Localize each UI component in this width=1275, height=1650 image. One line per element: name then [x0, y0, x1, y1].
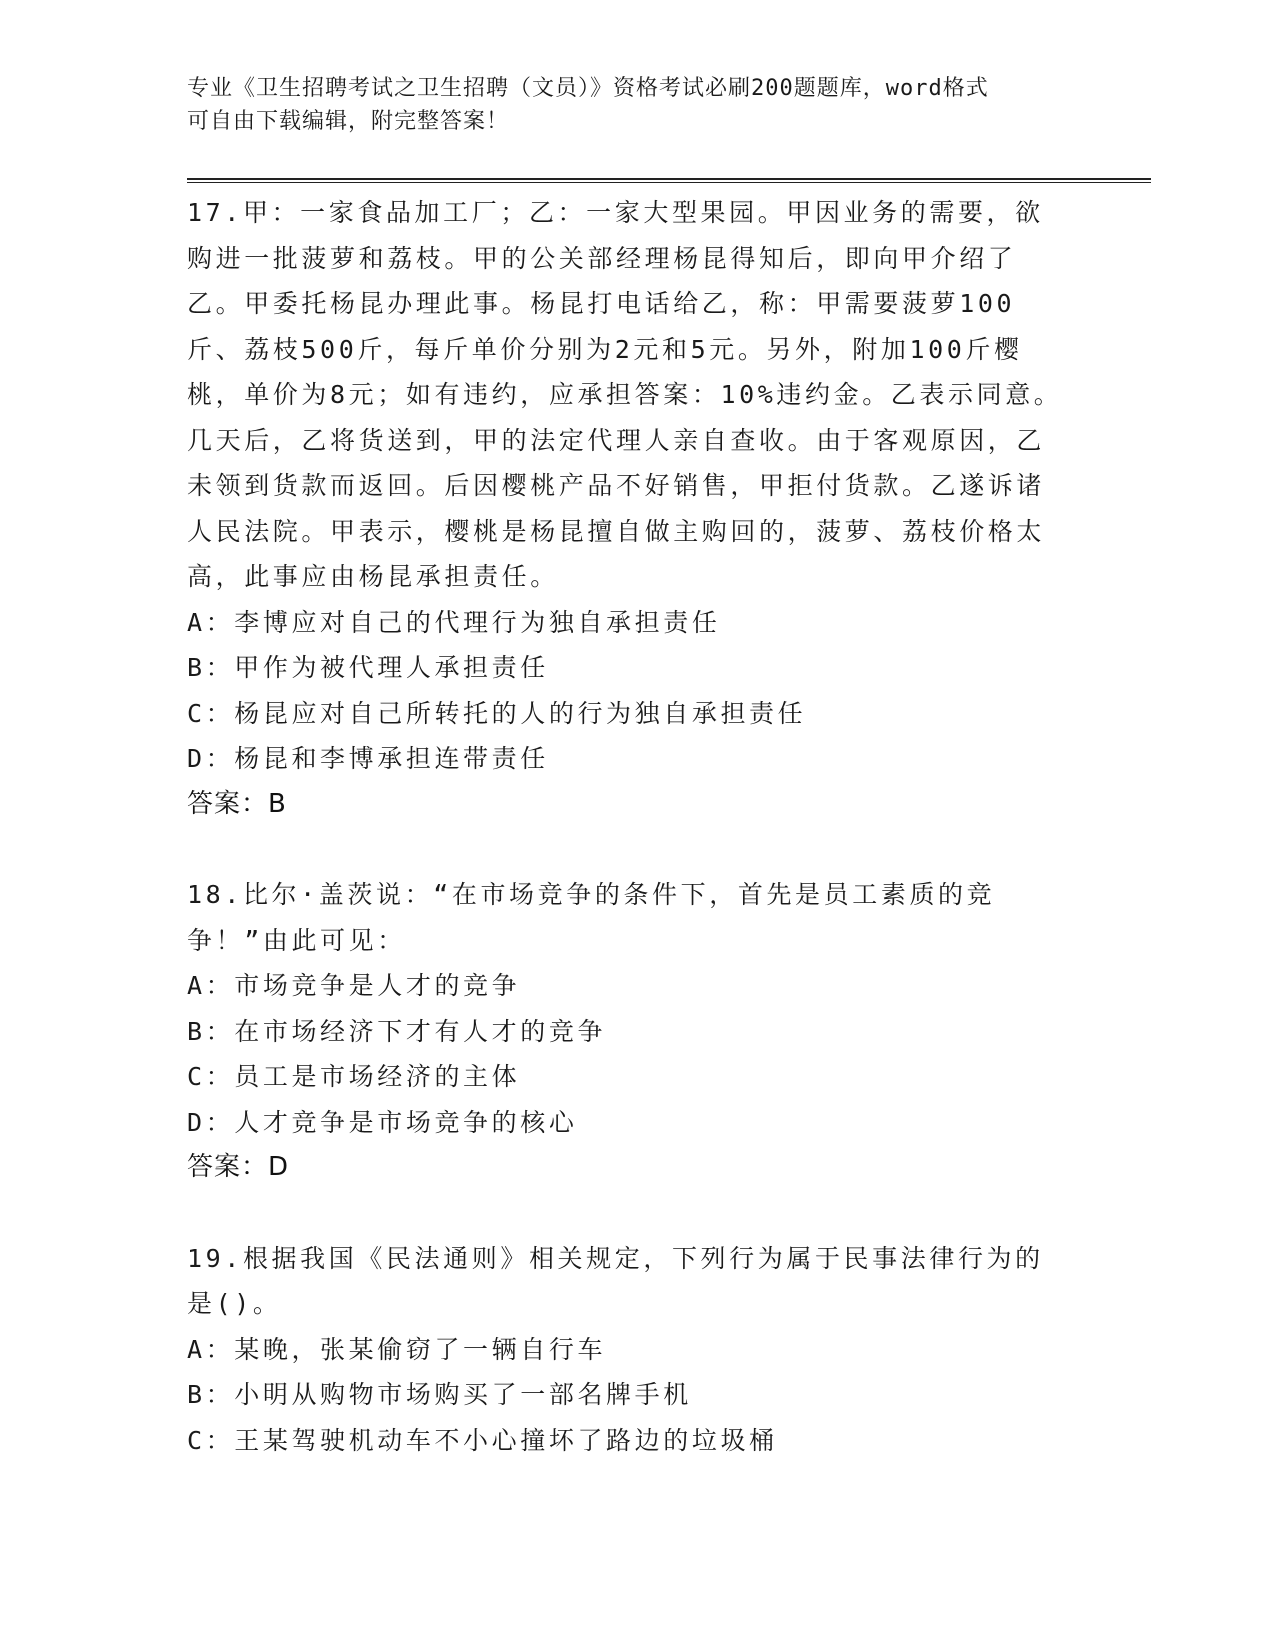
question-spacer — [187, 827, 1067, 872]
question-19 — [187, 1236, 1067, 1464]
option-a: A：市场竞争是人才的竞争 — [187, 971, 521, 1000]
header-line-2: 可自由下载编辑，附完整答案！ — [187, 109, 510, 134]
question-17 — [187, 190, 1067, 827]
option-b: B：小明从购物市场购买了一部名牌手机 — [187, 1380, 692, 1409]
document-header — [187, 72, 1087, 138]
option-b: B：在市场经济下才有人才的竞争 — [187, 1016, 607, 1046]
answer-label: 答案：D — [187, 1152, 290, 1182]
question-spacer — [187, 1191, 1067, 1236]
option-d: D：杨昆和李博承担连带责任 — [187, 744, 549, 773]
header-divider — [187, 178, 1151, 183]
header-line-1: 专业《卫生招聘考试之卫生招聘（文员）》资格考试必刷200题题库，word格式 — [187, 76, 989, 101]
question-text: 18.比尔·盖茨说：“在市场竞争的条件下，首先是员工素质的竞争！”由此可见： — [187, 880, 996, 955]
option-c: C：王某驾驶机动车不小心撞坏了路边的垃圾桶 — [187, 1425, 778, 1455]
option-a: A：某晚，张某偷窃了一辆自行车 — [187, 1334, 607, 1364]
option-b: B：甲作为被代理人承担责任 — [187, 653, 549, 682]
question-text: 19.根据我国《民法通则》相关规定，下列行为属于民事法律行为的是()。 — [187, 1243, 1044, 1318]
option-d: D：人才竞争是市场竞争的核心 — [187, 1107, 578, 1137]
option-c: C：员工是市场经济的主体 — [187, 1062, 521, 1091]
question-text: 17.甲：一家食品加工厂；乙：一家大型果园。甲因业务的需要，欲购进一批菠萝和荔枝。甲的公关部经理杨昆得知后，即向甲介绍了乙。甲委托杨昆办理此事。杨昆打电话给乙，称：甲需要菠萝100斤、荔枝500斤，每斤单价分别为2元和5元。另外，附加100斤樱桃，单价为8元；如有违约，应承担答案：10%违约金。乙表示同意。几天后，乙将货送到，甲的法定代理人亲自查收。由于客观原因，乙未领到货款而返回。后因樱桃产品不好销售，甲拒付货款。乙遂诉诸人民法院。甲表示，樱桃是杨昆擅自做主购回的，菠萝、荔枝价格太高，此事应由杨昆承担责任。 — [187, 198, 1063, 591]
question-list — [187, 190, 1067, 1463]
answer-label: 答案：B — [187, 788, 287, 819]
question-18 — [187, 872, 1067, 1191]
option-a: A：李博应对自己的代理行为独自承担责任 — [187, 607, 721, 637]
option-c: C：杨昆应对自己所转托的人的行为独自承担责任 — [187, 698, 807, 728]
